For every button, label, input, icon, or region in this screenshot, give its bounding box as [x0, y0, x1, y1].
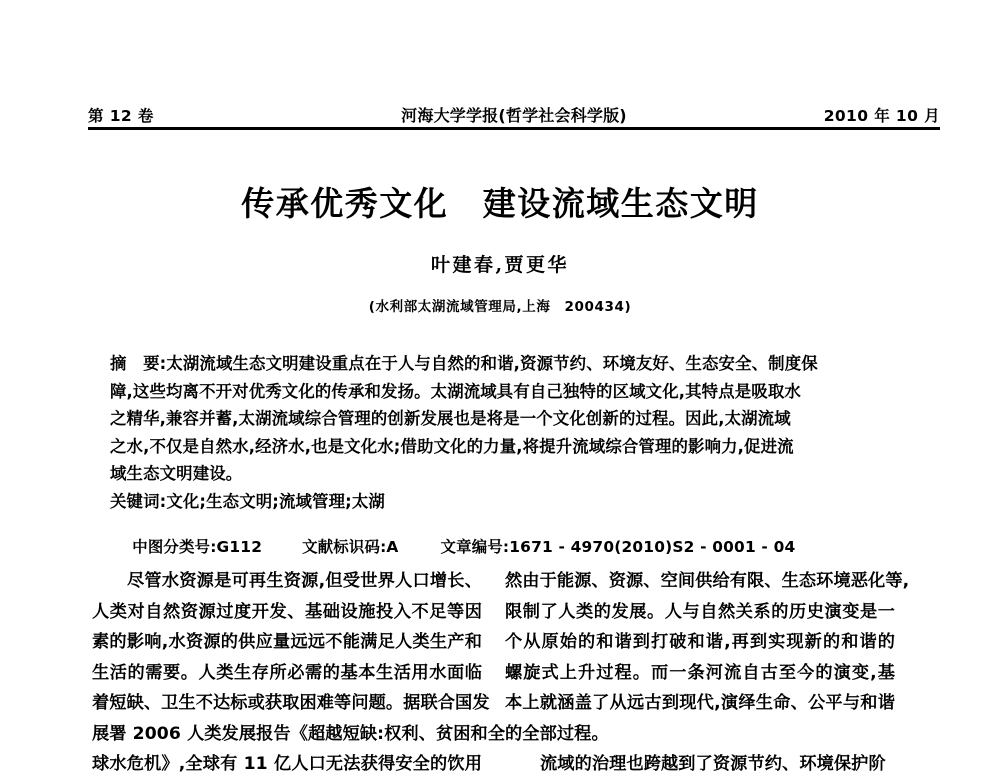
- clc-label: 中图分类号:: [132, 538, 217, 556]
- keywords-line: 关键词:文化;生态文明;流域管理;太湖: [110, 491, 385, 511]
- abstract-line: 摘 要:太湖流域生态文明建设重点在于人与自然的和谐,资源节约、环境友好、生态安全、制度保: [110, 354, 818, 373]
- body-line: 着短缺、卫生不达标或获取困难等问题。据联合国发: [92, 693, 490, 713]
- abstract-line: 障,这些均离不开对优秀文化的传承和发扬。太湖流域具有自己独特的区域文化,其特点是吸取水: [110, 381, 801, 401]
- volume-label: 第 12 卷: [88, 106, 154, 125]
- body-line: 素的影响,水资源的供应量远远不能满足人类生产和: [92, 632, 482, 652]
- body-line: 螺旋式上升过程。而一条河流自古至今的演变,基: [505, 662, 895, 683]
- body-line: 限制了人类的发展。人与自然关系的历史演变是一: [505, 601, 895, 622]
- body-line: 本上就涵盖了从远古到现代,演绎生命、公平与和谐: [505, 693, 895, 713]
- issue-date: 2010 年 10 月: [823, 106, 940, 125]
- article-id-label: 文章编号:: [440, 538, 510, 556]
- abstract-line: 之精华,兼容并蓄,太湖流域综合管理的创新发展也是将是一个文化创新的过程。因此,太湖流域: [110, 409, 791, 428]
- article-title: 传承优秀文化 建设流域生态文明: [241, 184, 759, 223]
- body-column-left: [92, 566, 506, 780]
- header-rule: [88, 127, 940, 130]
- abstract-line: 域生态文明建设。: [110, 464, 243, 483]
- journal-name: 河海大学学报(哲学社会科学版): [401, 106, 627, 125]
- body-line: 尽管水资源是可再生资源,但受世界人口增长、: [127, 571, 482, 591]
- body-line: 流域的治理也跨越到了资源节约、环境保护阶: [540, 754, 886, 774]
- running-head: [88, 100, 940, 124]
- body-line: 个从原始的和谐到打破和谐,再到实现新的和谐的: [505, 632, 895, 652]
- article-id-value: 1671 - 4970(2010)S2 - 0001 - 04: [509, 538, 796, 556]
- document-code-label: 文献标识码:: [302, 538, 387, 556]
- body-line: 生活的需要。人类生存所必需的基本生活用水面临: [92, 662, 482, 683]
- document-code-value: A: [386, 538, 399, 556]
- body-line: 球水危机》,全球有 11 亿人口无法获得安全的饮用: [92, 754, 482, 774]
- author-affiliation: (水利部太湖流域管理局,上海 200434): [368, 299, 632, 315]
- abstract-block: [110, 350, 915, 515]
- abstract-line: 之水,不仅是自然水,经济水,也是文化水;借助文化的力量,将提升流域综合管理的影响力,促进流: [110, 436, 794, 456]
- body-line: 然由于能源、资源、空间供给有限、生态环境恶化等,: [505, 571, 910, 591]
- author-list: 叶建春,贾更华: [430, 254, 570, 276]
- clc-value: G112: [216, 538, 263, 556]
- body-line: 的全部过程。: [505, 723, 609, 744]
- body-column-right: [505, 566, 910, 780]
- body-line: 展署 2006 人类发展报告《超越短缺:权利、贫困和全: [92, 723, 506, 744]
- body-line: 人类对自然资源过度开发、基础设施投入不足等因: [92, 601, 482, 622]
